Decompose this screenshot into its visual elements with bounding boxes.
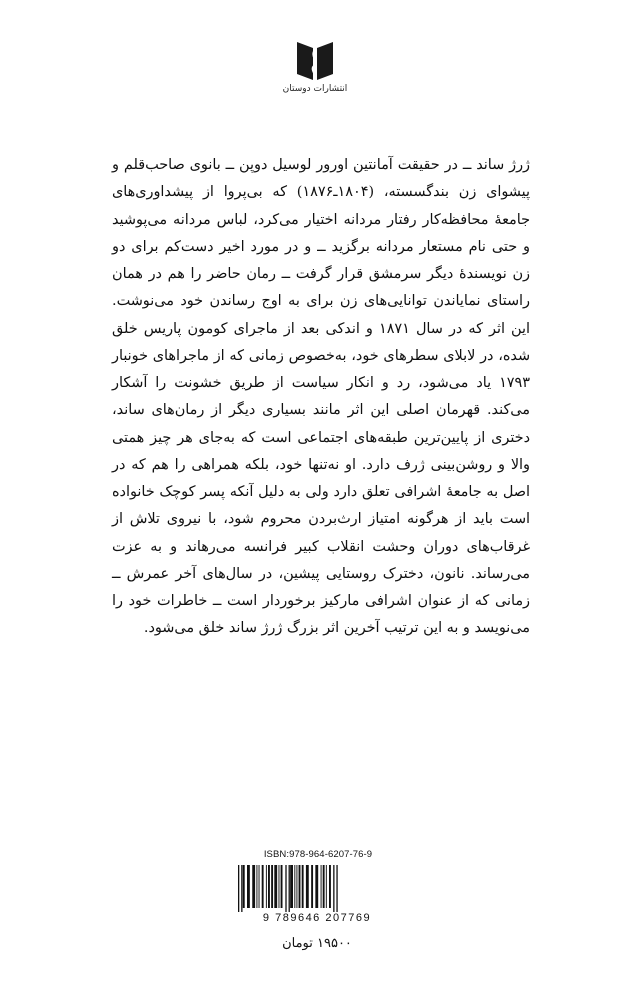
barcode-bar: [336, 865, 337, 915]
barcode-bar: [302, 865, 304, 908]
barcode-bar: [271, 865, 273, 908]
barcode-bar: [333, 865, 334, 915]
barcode-bar: [259, 865, 260, 908]
barcode-bar: [268, 865, 270, 908]
publisher-name: انتشارات دوستان: [282, 84, 348, 94]
barcode-bar: [241, 865, 242, 915]
barcode-bar: [262, 865, 264, 908]
barcode-bar: [306, 865, 309, 908]
barcode-bar: [329, 865, 331, 908]
barcode-bar: [266, 865, 267, 908]
barcode: [234, 865, 400, 915]
barcode-bar: [299, 865, 301, 908]
barcode-bar: [323, 865, 325, 908]
barcode-bar: [296, 865, 297, 908]
barcode-bar: [256, 865, 257, 908]
barcode-bar: [311, 865, 313, 908]
barcode-digits: 9 789646 207769: [236, 912, 398, 924]
barcode-bar: [279, 865, 280, 908]
barcode-bar: [315, 865, 318, 908]
barcode-bar: [321, 865, 322, 908]
barcode-bar: [294, 865, 295, 908]
barcode-bar: [274, 865, 277, 908]
isbn-label: ISBN:978-964-6207-76-9: [263, 849, 373, 860]
barcode-bar: [289, 865, 290, 915]
barcode-bar: [247, 865, 250, 908]
barcode-bar: [326, 865, 327, 908]
blurb-text: [112, 152, 530, 643]
barcode-bar: [243, 865, 245, 908]
barcode-bar: [285, 865, 286, 915]
barcode-bar: [281, 865, 283, 908]
barcode-bar: [238, 865, 239, 915]
price: ۱۹۵۰۰ تومان: [282, 936, 352, 951]
barcode-bar: [252, 865, 255, 908]
blurb-paragraph: ژرژ ساند ــ در حقیقت آمانتین اورور لوسیل دوپن ــ بانوی صاحب‌قلم و پیشوای زن بندگسسته، (۱۸۰۴ـ۱۸۷۶) که بی‌پروا از پیشداوری‌های جامعهٔ محافظه‌کار رفتار مردانه اختیار می‌کرد، لباس مردانه می‌پوشید و حتی نام مستعار مردانه برگزید ــ و در مورد اخیر دست‌کم برای دو زن نویسندهٔ دیگر سرمشق قرار گرفت ــ رمان حاضر را هم در همان راستای نمایاندن توانایی‌های زن برای به اوج رساندن خود می‌نوشت. این اثر که در سال ۱۸۷۱ و اندکی بعد از ماجرای کومون پاریس خلق شده، در لابلای سطرهای خود، به‌خصوص زمانی که از ماجراهای خونبار ۱۷۹۳ یاد می‌شود، رد و انکار سیاست از طریق خشونت را آشکار می‌کند. قهرمان اصلی این اثر مانند بسیاری دیگر از رمان‌های ساند، دختری از پایین‌ترین طبقه‌های اجتماعی است که به‌جای هر چیز همتی والا و روشن‌بینی ژرف دارد. او نه‌تنها خود، بلکه همراهی را هم که در اصل به جامعهٔ اشرافی تعلق دارد ولی به دلیل آنکه پسر کوچک خانواده است باید از هرگونه امتیاز ارث‌بردن محروم شود، با نیروی تلاش از غرقاب‌های دوران وحشت انقلاب کبیر فرانسه می‌رهاند و به عزت می‌رساند. نانون، دخترک روستایی پیشین، در سال‌های آخر عمرش ــ زمانی که از عنوان اشرافی مارکیز برخوردار است ــ خاطرات خود را می‌نویسد و به این ترتیب آخرین اثر بزرگ ژرژ ساند خلق می‌شود.: [112, 157, 530, 637]
barcode-bar: [290, 865, 293, 908]
